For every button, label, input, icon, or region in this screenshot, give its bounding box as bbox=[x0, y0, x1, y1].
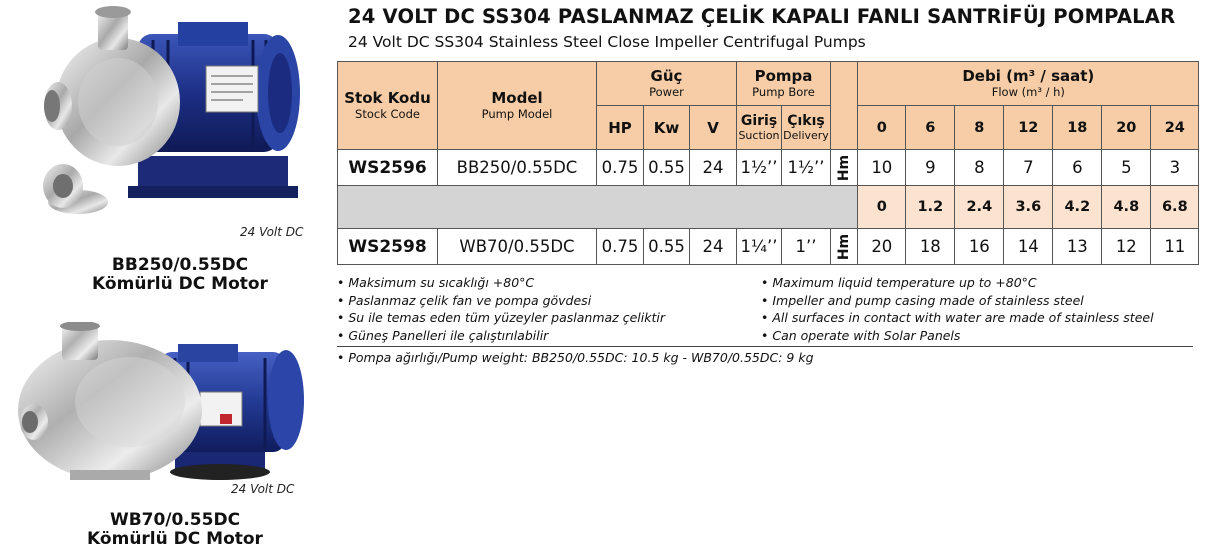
row-model: WB70/0.55DC bbox=[438, 229, 597, 265]
head-value: 10 bbox=[858, 150, 906, 186]
header-stock-code: Stok Kodu Stock Code bbox=[338, 62, 438, 150]
row-suction: 1½’’ bbox=[737, 150, 782, 186]
head-value: 20 bbox=[858, 229, 906, 265]
notes-turkish bbox=[337, 274, 665, 344]
flow-subheader-row bbox=[338, 186, 1199, 229]
row-suction: 1¼’’ bbox=[737, 229, 782, 265]
product-1-motor: Kömürlü DC Motor bbox=[92, 274, 268, 294]
row-delivery: 1½’’ bbox=[782, 150, 831, 186]
flow-point: 24 bbox=[1151, 106, 1199, 150]
product-2-motor: Kömürlü DC Motor bbox=[87, 529, 263, 549]
product-1-model: BB250/0.55DC bbox=[111, 255, 249, 275]
head-value: 5 bbox=[1102, 150, 1151, 186]
product-1-caption bbox=[85, 256, 275, 294]
table-row bbox=[338, 229, 1199, 265]
flow-point-2: 0 bbox=[858, 186, 906, 229]
header-pump-bore: Pompa Pump Bore bbox=[737, 62, 831, 106]
row-unit-hm: Hm bbox=[831, 229, 858, 265]
wb70-pump-image bbox=[10, 322, 306, 492]
flow-point-2: 4.2 bbox=[1053, 186, 1102, 229]
flow-point-2: 6.8 bbox=[1151, 186, 1199, 229]
divider bbox=[337, 346, 1193, 347]
bb250-pump-image bbox=[18, 6, 308, 216]
row-unit-hm: Hm bbox=[831, 150, 858, 186]
flow-point: 12 bbox=[1004, 106, 1053, 150]
notes-english bbox=[761, 274, 1154, 344]
grey-separator bbox=[338, 186, 858, 229]
flow-point-2: 2.4 bbox=[955, 186, 1004, 229]
header-suction: Giriş Suction bbox=[737, 106, 782, 150]
head-value: 6 bbox=[1053, 150, 1102, 186]
header-model: Model Pump Model bbox=[438, 62, 597, 150]
flow-point-2: 1.2 bbox=[906, 186, 955, 229]
row-kw: 0.55 bbox=[644, 229, 690, 265]
head-value: 18 bbox=[906, 229, 955, 265]
head-value: 7 bbox=[1004, 150, 1053, 186]
head-value: 12 bbox=[1102, 229, 1151, 265]
note-en: • Maximum liquid temperature up to +80°C bbox=[761, 274, 1154, 292]
row-delivery: 1’’ bbox=[782, 229, 831, 265]
head-value: 8 bbox=[955, 150, 1004, 186]
row-hp: 0.75 bbox=[597, 150, 644, 186]
header-power: Güç Power bbox=[597, 62, 737, 106]
flow-point: 20 bbox=[1102, 106, 1151, 150]
head-value: 16 bbox=[955, 229, 1004, 265]
row-v: 24 bbox=[690, 229, 737, 265]
row-kw: 0.55 bbox=[644, 150, 690, 186]
note-tr: • Paslanmaz çelik fan ve pompa gövdesi bbox=[337, 292, 665, 310]
row-v: 24 bbox=[690, 150, 737, 186]
spec-table bbox=[337, 61, 1199, 265]
header-spacer bbox=[831, 62, 858, 150]
pump-weight-note: • Pompa ağırlığı/Pump weight: BB250/0.55DC: 10.5 kg - WB70/0.55DC: 9 kg bbox=[337, 350, 814, 365]
page-title: 24 VOLT DC SS304 PASLANMAZ ÇELİK KAPALI FANLI SANTRİFÜJ POMPALAR bbox=[348, 5, 1176, 28]
header-delivery: Çıkış Delivery bbox=[782, 106, 831, 150]
flow-point-2: 3.6 bbox=[1004, 186, 1053, 229]
head-value: 13 bbox=[1053, 229, 1102, 265]
product-2-model: WB70/0.55DC bbox=[109, 510, 241, 530]
head-value: 11 bbox=[1151, 229, 1199, 265]
head-value: 3 bbox=[1151, 150, 1199, 186]
note-tr: • Güneş Panelleri ile çalıştırılabilir bbox=[337, 327, 665, 345]
note-en: • Can operate with Solar Panels bbox=[761, 327, 1154, 345]
product-2-caption bbox=[75, 511, 275, 549]
row-model: BB250/0.55DC bbox=[438, 150, 597, 186]
note-en: • Impeller and pump casing made of stainless steel bbox=[761, 292, 1154, 310]
flow-point: 6 bbox=[906, 106, 955, 150]
header-flow: Debi (m³ / saat) Flow (m³ / h) bbox=[858, 62, 1199, 106]
flow-point-2: 4.8 bbox=[1102, 186, 1151, 229]
note-en: • All surfaces in contact with water are made of stainless steel bbox=[761, 309, 1154, 327]
note-tr: • Su ile temas eden tüm yüzeyler paslanmaz çeliktir bbox=[337, 309, 665, 327]
header-hp: HP bbox=[597, 106, 644, 150]
product-2-voltage-label: 24 Volt DC bbox=[231, 482, 295, 496]
flow-point: 8 bbox=[955, 106, 1004, 150]
note-tr: • Maksimum su sıcaklığı +80°C bbox=[337, 274, 665, 292]
page-subtitle: 24 Volt DC SS304 Stainless Steel Close Impeller Centrifugal Pumps bbox=[348, 33, 866, 51]
flow-point: 0 bbox=[858, 106, 906, 150]
head-value: 14 bbox=[1004, 229, 1053, 265]
head-value: 9 bbox=[906, 150, 955, 186]
header-kw: Kw bbox=[644, 106, 690, 150]
product-1-voltage-label: 24 Volt DC bbox=[240, 225, 304, 239]
table-row bbox=[338, 150, 1199, 186]
row-stock-code: WS2596 bbox=[338, 150, 438, 186]
flow-point: 18 bbox=[1053, 106, 1102, 150]
header-v: V bbox=[690, 106, 737, 150]
row-stock-code: WS2598 bbox=[338, 229, 438, 265]
row-hp: 0.75 bbox=[597, 229, 644, 265]
